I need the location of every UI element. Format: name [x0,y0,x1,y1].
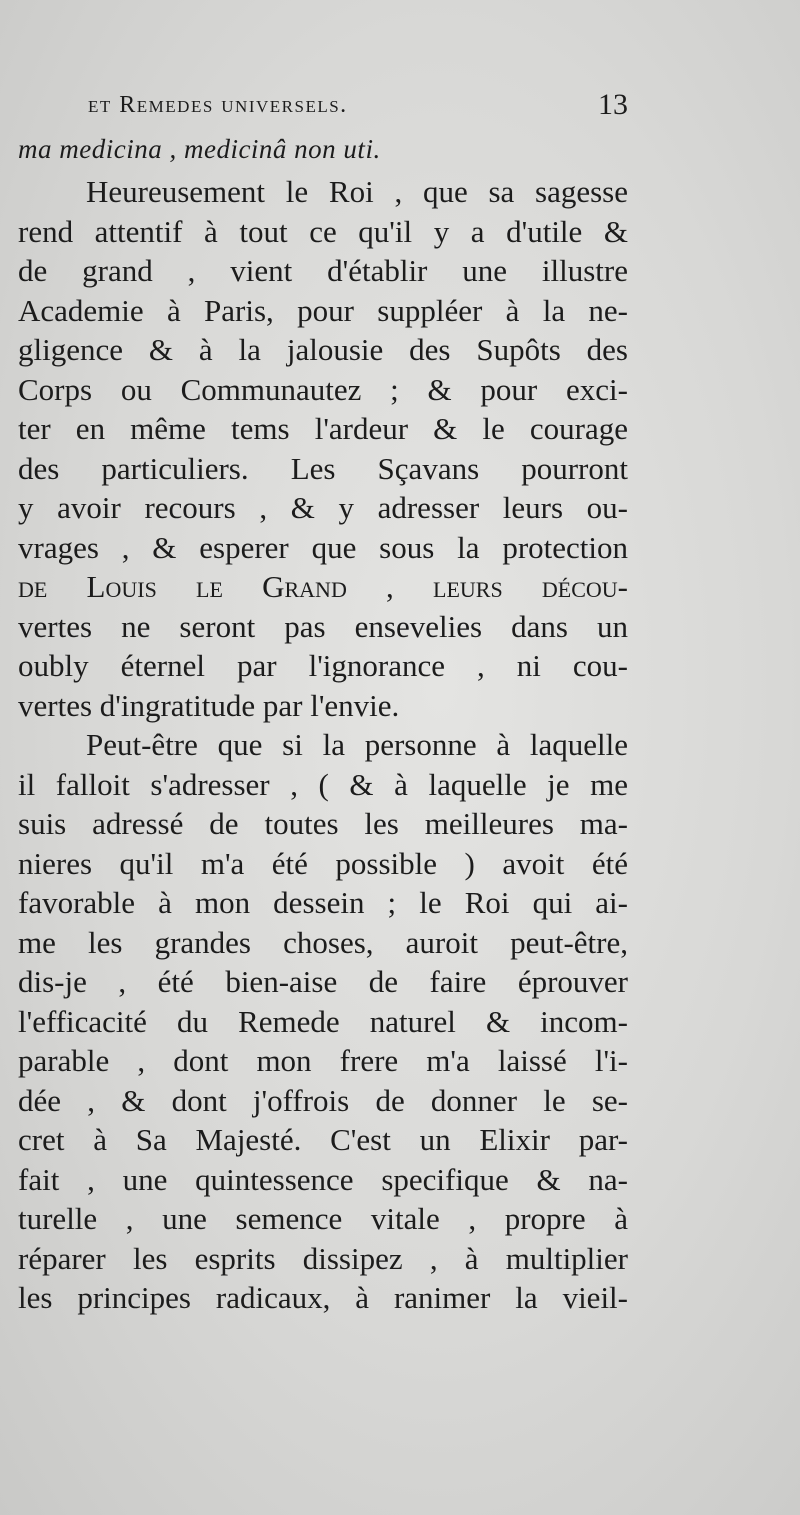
text-line: Heureusement le Roi , que sa sagesse [86,174,628,209]
text-line: dis-je , été bien-aise de faire éprouver [18,964,628,999]
text-line: rend attentif à tout ce qu'il y a d'utile & [18,213,628,249]
text-line: Academie à Paris, pour suppléer à la ne- [18,292,628,328]
text-line: parable , dont mon frere m'a laissé l'i- [18,1043,628,1078]
text-line: ter en même tems l'ardeur & le courage [18,411,628,446]
text-line: nieres qu'il m'a été possible ) avoit été [18,845,628,881]
page-number: 13 [598,88,628,121]
text-line: Peut-être que si la personne à laquelle [86,727,628,762]
text-line: l'efficacité du Remede naturel & incom- [18,1003,628,1039]
text-line: turelle , une semence vitale , propre à [18,1201,628,1236]
text-line: il falloit s'adresser , ( & à laquelle je me [18,766,628,802]
text-line: suis adressé de toutes les meilleures ma- [18,806,628,841]
text-line: dée , & dont j'offrois de donner le se- [18,1082,628,1118]
text-line: gligence & à la jalousie des Supôts des [18,332,628,367]
text-line: favorable à mon dessein ; le Roi qui ai- [18,885,628,920]
latin-quote-line: ma medicina , medicinâ non uti. [18,134,381,164]
text-line: de grand , vient d'établir une illustre [18,253,628,288]
text-line: oubly éternel par l'ignorance , ni cou- [18,648,628,683]
paragraph-1 [18,172,628,725]
text-line: les principes radicaux, à ranimer la vieil- [18,1280,628,1315]
text-line: des particuliers. Les Sçavans pourront [18,450,628,486]
text-line: de Louis le Grand , leurs décou- [18,569,628,604]
text-line: vertes d'ingratitude par l'envie. [18,687,400,723]
text-line: y avoir recours , & y adresser leurs ou- [18,490,628,525]
page-header [88,88,628,132]
text-line: me les grandes choses, auroit peut-être, [18,924,628,960]
body-text [18,172,628,1318]
running-title: et Remedes universels. [88,92,348,118]
text-line: cret à Sa Majesté. C'est un Elixir par- [18,1122,628,1157]
text-line: Corps ou Communautez ; & pour exci- [18,371,628,407]
text-line: vertes ne seront pas ensevelies dans un [18,608,628,644]
text-line: fait , une quintessence specifique & na- [18,1161,628,1197]
text-line: réparer les esprits dissipez , à multiplier [18,1240,628,1276]
paragraph-2 [18,725,628,1318]
text-line: vrages , & esperer que sous la protection [18,529,628,565]
